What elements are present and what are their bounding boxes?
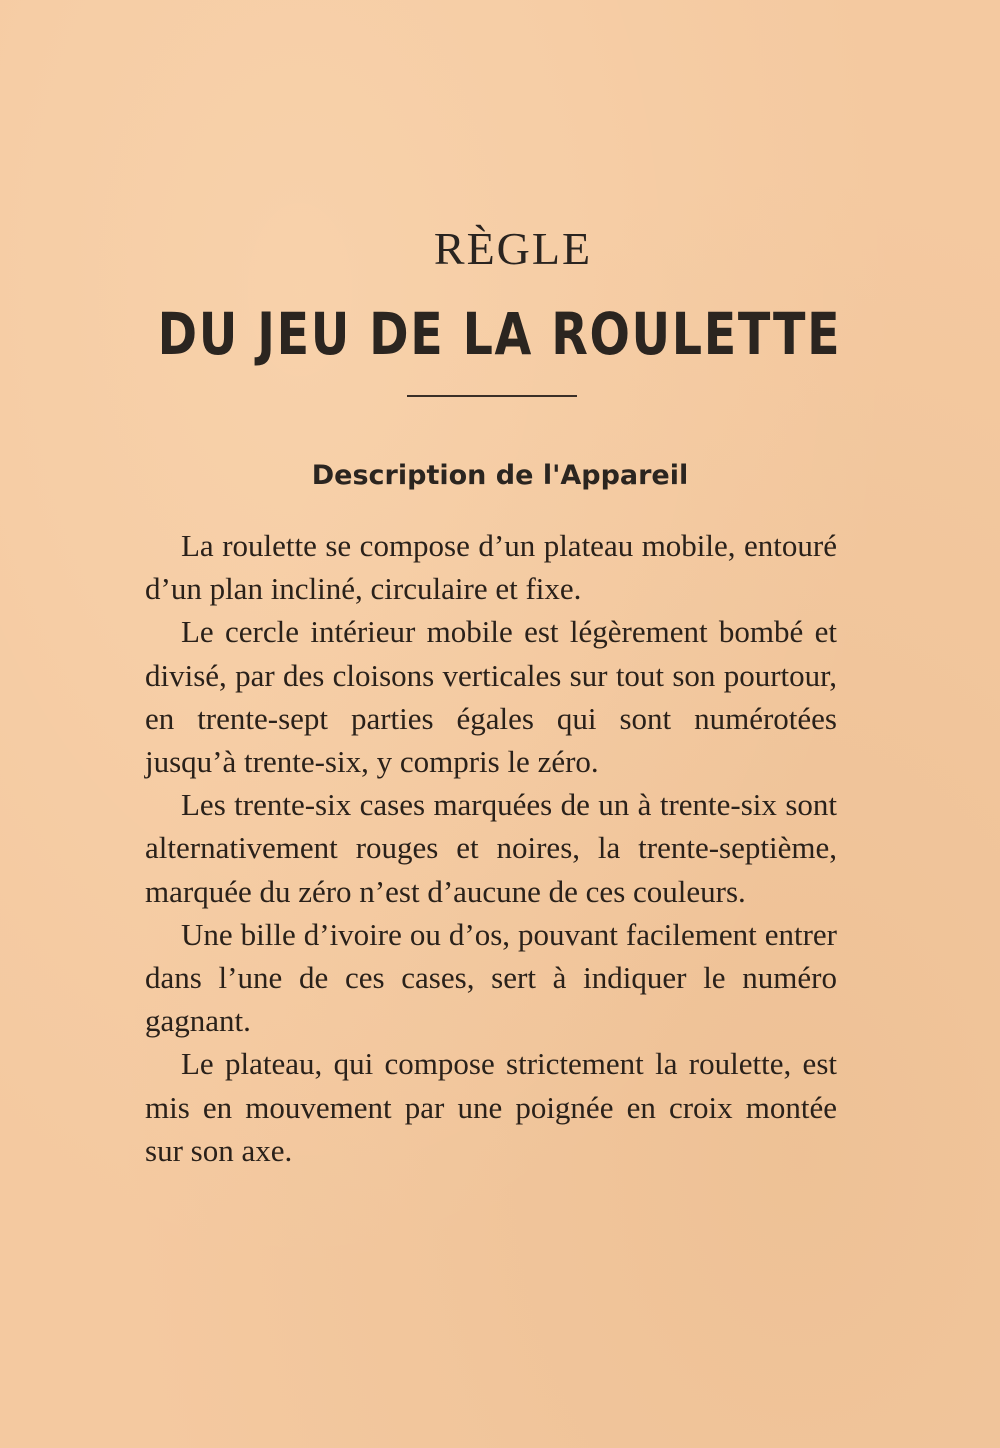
section-title: Description de l'Appareil — [311, 460, 689, 491]
heading-regle: RÈGLE — [433, 223, 593, 274]
paragraph-5: Le plateau, qui compose strictement la roulette, est mis en mouvement par une poignée en croix montée sur son axe. — [145, 1046, 837, 1168]
paragraph-3: Les trente-six cases marquées de un à trente-six sont alternativement rouges et noires, la trente-septième, marquée du zéro n’est d’aucune de ces couleurs. — [145, 787, 837, 909]
paragraph-1: La roulette se compose d’un plateau mobile, entouré d’un plan incliné, circulaire et fixe. — [145, 528, 837, 607]
body-text — [145, 524, 837, 1172]
paragraph-2: Le cercle intérieur mobile est légèrement bombé et divisé, par des cloisons verticales sur tout son pourtour, en trente-sept parties égales qui sont numérotées jusqu’à trente-six, y compris le zéro. — [145, 614, 837, 780]
heading-roulette: DU JEU DE LA ROULETTE — [157, 300, 842, 368]
title-divider — [407, 395, 577, 397]
paragraph-4: Une bille d’ivoire ou d’os, pouvant facilement entrer dans l’une de ces cases, sert à indiquer le numéro gagnant. — [145, 916, 837, 1039]
